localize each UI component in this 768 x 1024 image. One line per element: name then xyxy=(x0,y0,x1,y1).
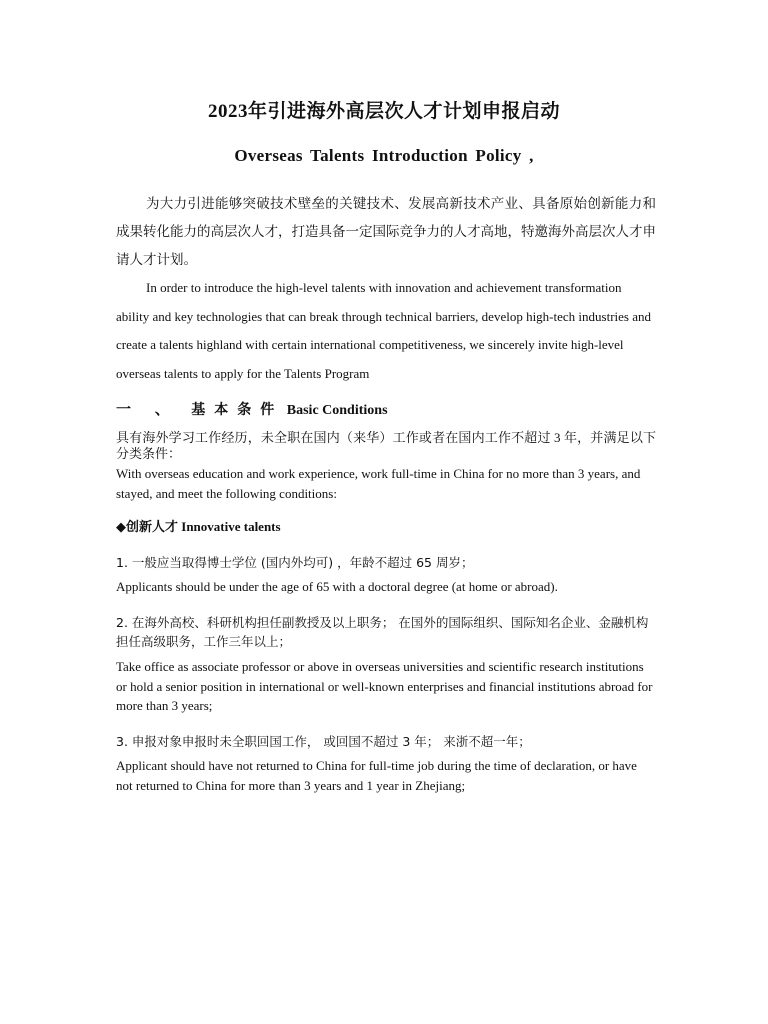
condition-2-english: Take office as associate professor or above in overseas universities and scientific research institutions or hold a senior position in international or well-known enterprises and financial institutions abroad for more than 3 years; xyxy=(116,659,653,713)
intro-paragraph-english: In order to introduce the high-level talents with innovation and achievement transformation ability and key technologies that can break through technical barriers, develop high-tech industries and create a talents highland with certain international competitiveness, we sincerely invite high-level overseas talents to apply for the Talents Program xyxy=(116,280,651,381)
diamond-bullet-icon: ◆ xyxy=(116,520,126,535)
requirement-english: With overseas education and work experience, work full-time in China for no more than 3 years, and stayed, and meet the following conditions: xyxy=(116,466,641,501)
intro-paragraph-chinese: 为大力引进能够突破技术壁垒的关键技术、发展高新技术产业、具备原始创新能力和成果转化能力的高层次人才，打造具备一定国际竞争力的人才高地，特邀海外高层次人才申请人才计划。 xyxy=(116,196,656,267)
section-heading-chinese: 基本条件 xyxy=(191,403,284,418)
section-number: 一 、 xyxy=(116,402,180,418)
section-heading-english: Basic Conditions xyxy=(286,403,388,418)
requirement-chinese: 具有海外学习工作经历，未全职在国内（来华）工作或者在国内工作不超过 3 年，并满足以下分类条件： xyxy=(116,430,656,461)
condition-2-chinese: 2. 在海外高校、科研机构担任副教授及以上职务； 在国外的国际组织、国际知名企业、金融机构担任高级职务，工作三年以上； xyxy=(116,615,649,649)
condition-3-english: Applicant should have not returned to China for full-time job during the time of declaration, or have not returned to China for more than 3 years and 1 year in Zhejiang; xyxy=(116,758,637,793)
section-heading-basic-conditions xyxy=(116,398,656,419)
category-heading-innovative-talents xyxy=(116,516,656,535)
condition-3-chinese: 3. 申报对象申报时未全职回国工作， 或回国不超过 3 年； 来浙不超一年； xyxy=(116,734,531,749)
condition-1-chinese: 1. 一般应当取得博士学位 (国内外均可) ，年龄不超过 65 周岁； xyxy=(116,555,474,570)
category-name-chinese: 创新人才 xyxy=(126,520,179,535)
category-name-english: Innovative talents xyxy=(181,519,281,534)
condition-1-english: Applicants should be under the age of 65 with a doctoral degree (at home or abroad). xyxy=(116,579,558,594)
title-english: Overseas Talents Introduction Policy , xyxy=(234,146,534,165)
title-chinese: 2023年引进海外高层次人才计划申报启动 xyxy=(207,101,560,122)
